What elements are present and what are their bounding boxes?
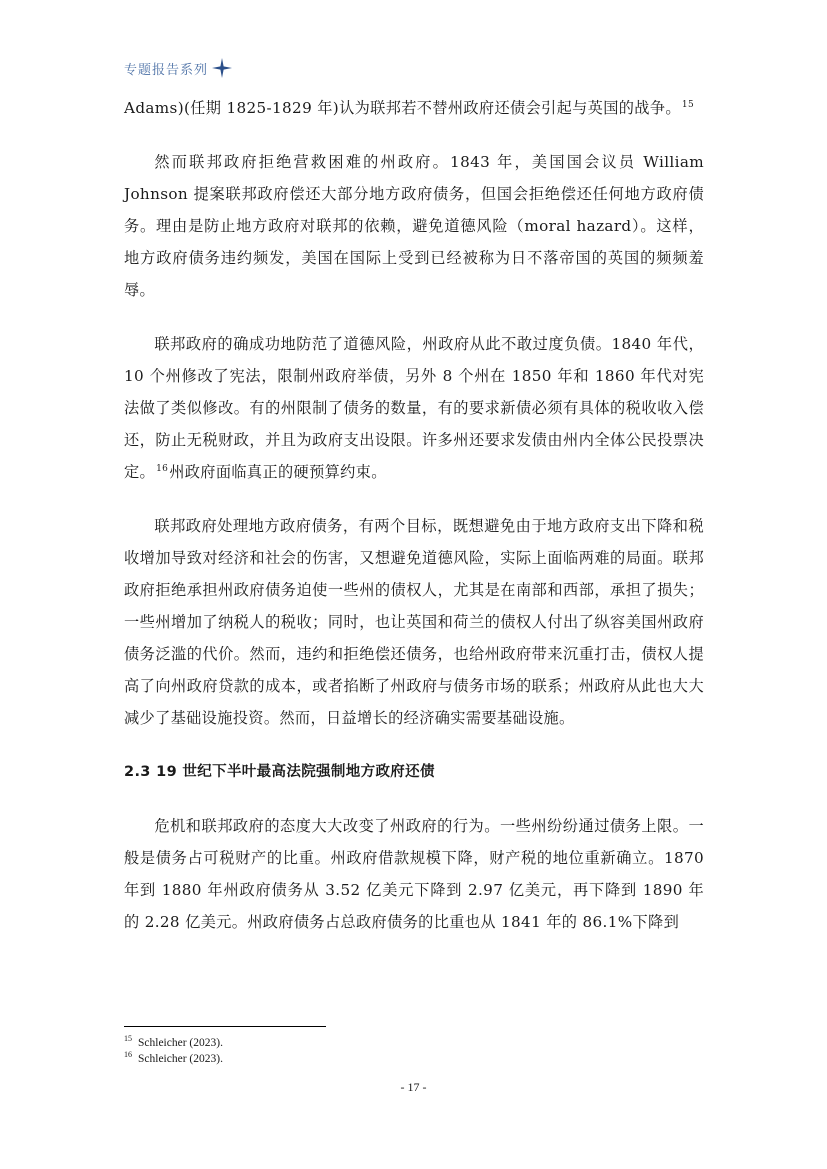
footnote-text: Schleicher (2023).: [138, 1037, 223, 1049]
footnote-number: 16: [124, 1050, 132, 1060]
paragraph-5: 危机和联邦政府的态度大大改变了州政府的行为。一些州纷纷通过债务上限。一般是债务占可税财产的比重。州政府借款规模下降，财产税的地位重新确立。1870 年到 1880 年州政府债务从 3.52 亿美元下降到 2.97 亿美元，再下降到 1890 年的 2.28 亿美元。州政府债务占总政府债务的比重也从 1841 年的 86.1%下降到: [124, 817, 704, 931]
paragraph-4: 联邦政府处理地方政府债务，有两个目标，既想避免由于地方政府支出下降和税收增加导致对经济和社会的伤害，又想避免道德风险，实际上面临两难的局面。联邦政府拒绝承担州政府债务迫使一些州的债权人，尤其是在南部和西部，承担了损失；一些州增加了纳税人的税收；同时，也让英国和荷兰的债权人付出了纵容美国州政府债务泛滥的代价。然而，违约和拒绝偿还债务，也给州政府带来沉重打击，债权人提高了向州政府贷款的成本，或者掐断了州政府与债务市场的联系；州政府从此也大大减少了基础设施投资。然而，日益增长的经济确实需要基础设施。: [124, 517, 704, 727]
paragraph-3-text-a: 联邦政府的确成功地防范了道德风险，州政府从此不敢过度负债。1840 年代，10 个州修改了宪法，限制州政府举债，另外 8 个州在 1850 年和 1860 年代对宪法做了类似修改。有的州限制了债务的数量，有的要求新债必须有具体的税收收入偿还，防止无税财政，并且为政府支出设限。许多州还要求发债由州内全体公民投票决定。: [124, 335, 704, 481]
footnote-16: [124, 1051, 223, 1067]
paragraph-3-text-b: 州政府面临真正的硬预算约束。: [169, 463, 387, 481]
report-series-header: [124, 58, 232, 78]
four-point-star-icon: [212, 58, 232, 78]
section-heading: 2.3 19 世纪下半叶最高法院强制地方政府还债: [124, 764, 435, 780]
paragraph-1-text: Adams)(任期 1825-1829 年)认为联邦若不替州政府还债会引起与英国的战争。: [124, 99, 681, 117]
paragraph-2: 然而联邦政府拒绝营救困难的州政府。1843 年，美国国会议员 William Johnson 提案联邦政府偿还大部分地方政府债务，但国会拒绝偿还任何地方政府债务。理由是防止地方政府对联邦的依赖，避免道德风险（moral hazard）。这样，地方政府债务违约频发，美国在国际上受到已经被称为日不落帝国的英国的频频羞辱。: [124, 153, 704, 299]
footnote-15: [124, 1035, 223, 1051]
footnotes: [124, 1035, 223, 1067]
footnote-text: Schleicher (2023).: [138, 1053, 223, 1065]
footnote-ref-16[interactable]: 16: [156, 463, 169, 474]
page-number: - 17 -: [400, 1080, 427, 1094]
footnote-ref-15[interactable]: 15: [681, 99, 695, 110]
footnote-divider: [124, 1026, 326, 1027]
series-label: 专题报告系列: [124, 62, 209, 78]
footnote-number: 15: [124, 1034, 132, 1044]
paragraph-3: [124, 328, 704, 488]
page-body: [124, 92, 704, 938]
paragraph-1: [124, 92, 704, 124]
